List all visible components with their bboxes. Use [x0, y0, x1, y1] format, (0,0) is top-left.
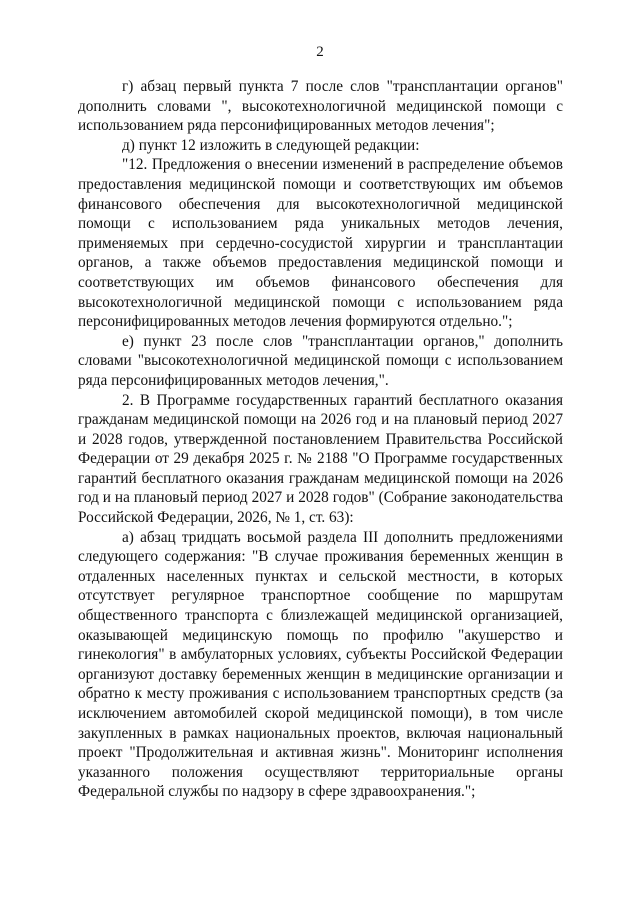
paragraph-d-item-12-intro: д) пункт 12 изложить в следующей редакции:: [122, 136, 420, 154]
paragraph-g-item-7: г) абзац первый пункта 7 после слов "трансплантации органов" дополнить словами ", высокотехнологичной медицинской помощи с использованием ряда персонифицированных методов лечения";: [78, 78, 563, 135]
paragraph-a-section-iii: а) абзац тридцать восьмой раздела III дополнить предложениями следующего содержания: "В случае проживания беременных женщин в отдаленных населенных пунктах и сельской местности, в которых отсутствует регулярное транспортное сообщение по маршрутам общественного транспорта с близлежащей медицинской организацией, оказывающей медицинскую помощь по профилю "акушерство и гинекология" в амбулаторных условиях, субъекты Российской Федерации организуют доставку беременных женщин в медицинские организации и обратно к месту проживания с использованием транспортных средств (за исключением автомобилей скорой медицинской помощи), в том числе закупленных в рамках национальных проектов, включая национальный проект "Продолжительная и активная жизнь". Мониторинг исполнения указанного положения осуществляют территориальные органы Федеральной службы по надзору в сфере здравоохранения.";: [78, 528, 563, 801]
paragraph-item-12-text: "12. Предложения о внесении изменений в распределение объемов предоставления медицинской помощи и соответствующих им объемов финансового обеспечения для высокотехнологичной медицинской помощи с использованием ряда уникальных методов лечения, применяемых при сердечно-сосудистой хирургии и трансплантации органов, а также объемов предоставления медицинской помощи и соответствующих им объемов финансового обеспечения для высокотехнологичной медицинской помощи с использованием ряда персонифицированных методов лечения формируются отдельно.";: [78, 156, 563, 331]
paragraph-section-2: 2. В Программе государственных гарантий бесплатного оказания гражданам медицинской помощи на 2026 год и на плановый период 2027 и 2028 годов, утвержденной постановлением Правительства Российской Федерации от 29 декабря 2025 г. № 2188 "О Программе государственных гарантий бесплатного оказания гражданам медицинской помощи на 2026 год и на плановый период 2027 и 2028 годов" (Собрание законодательства Российской Федерации, 2026, № 1, ст. 63):: [78, 391, 563, 527]
document-body: [78, 77, 563, 802]
paragraph-e-item-23: е) пункт 23 после слов "трансплантации органов," дополнить словами "высокотехнологичной медицинской помощи с использованием ряда персонифицированных методов лечения,".: [78, 332, 563, 389]
page-number: 2: [316, 44, 324, 60]
